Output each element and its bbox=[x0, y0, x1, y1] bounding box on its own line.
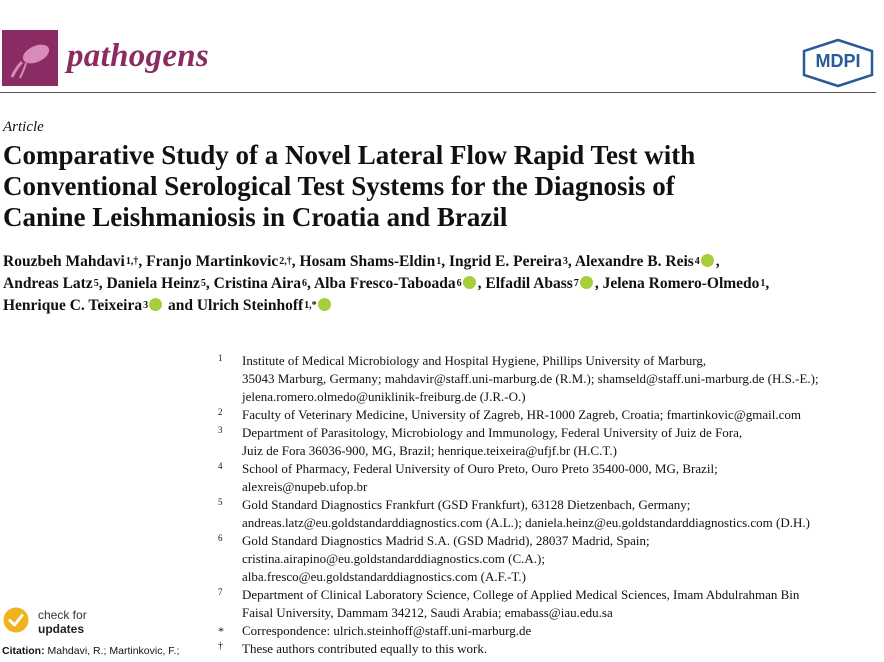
affiliation-line: Faisal University, Dammam 34212, Saudi Arabia; emabass@iau.edu.sa bbox=[242, 605, 613, 620]
affiliation-line: Department of Clinical Laboratory Science, College of Applied Medical Sciences, Imam Abdulrahman Bin bbox=[242, 587, 800, 602]
author-line: Rouzbeh Mahdavi$^{1,\dagger}$, Franjo Martinkovic$^{2,\dagger}$, Hosam Shams-Eldin$^1$, Ingrid E. Pereira$^3$, Alexandre B. Reis$^4$ , bbox=[3, 253, 720, 270]
author-name[interactable]: Andreas Latz bbox=[3, 275, 93, 292]
header-divider bbox=[0, 92, 876, 93]
author-name[interactable]: and Ulrich Steinhoff bbox=[167, 297, 304, 314]
pathogen-icon bbox=[2, 30, 58, 86]
affiliation-line: Department of Parasitology, Microbiology and Immunology, Federal University of Juiz de Fora, bbox=[242, 425, 743, 440]
affiliation-number: 7 bbox=[218, 587, 223, 597]
author-affiliation-ref: 1,† bbox=[125, 256, 139, 267]
author-name[interactable]: Rouzbeh Mahdavi bbox=[3, 253, 125, 270]
author-name[interactable]: Hosam Shams-Eldin bbox=[299, 253, 436, 270]
author-list bbox=[3, 251, 879, 317]
check-for-updates-button[interactable] bbox=[2, 606, 112, 640]
affiliation-line: andreas.latz@eu.goldstandarddiagnostics.com (A.L.); daniela.heinz@eu.goldstandarddiagnostics.com (D.H.) bbox=[242, 515, 810, 530]
orcid-icon[interactable] bbox=[318, 298, 331, 311]
author-name[interactable]: Alexandre B. Reis bbox=[574, 253, 694, 270]
author-affiliation-ref: 6 bbox=[302, 278, 308, 289]
affiliation-number: * bbox=[218, 624, 224, 638]
author-affiliation-ref: 1,* bbox=[304, 300, 317, 311]
author-line bbox=[3, 295, 879, 317]
affiliation-line: 35043 Marburg, Germany; mahdavir@staff.uni-marburg.de (R.M.); shamseld@staff.uni-marburg.de (H.S.-E.); bbox=[242, 371, 819, 386]
author-affiliation-ref: 1 bbox=[760, 278, 766, 289]
affiliation-line: Gold Standard Diagnostics Frankfurt (GSD Frankfurt), 63128 Dietzenbach, Germany; bbox=[242, 497, 691, 512]
affiliation-number: 3 bbox=[218, 425, 223, 435]
author-name[interactable]: Franjo Martinkovic bbox=[146, 253, 279, 270]
affiliation-number: 5 bbox=[218, 497, 223, 507]
journal-name: pathogens bbox=[67, 38, 210, 74]
correspondence-line[interactable]: Correspondence: ulrich.steinhoff@staff.uni-marburg.de bbox=[242, 623, 532, 638]
affiliation-line: Faculty of Veterinary Medicine, University of Zagreb, HR-1000 Zagreb, Croatia; fmartinkovic@gmail.com bbox=[242, 407, 802, 422]
author-affiliation-ref: 3 bbox=[562, 256, 568, 267]
author-name[interactable]: Alba Fresco-Taboada bbox=[313, 275, 456, 292]
author-affiliation-ref: 6 bbox=[456, 278, 462, 289]
author-name[interactable]: Henrique C. Teixeira bbox=[3, 297, 143, 314]
affiliation-number: 4 bbox=[218, 461, 223, 471]
mdpi-logo bbox=[800, 38, 876, 88]
author-affiliation-ref: 1 bbox=[436, 256, 442, 267]
affiliation-number: 6 bbox=[218, 533, 223, 543]
affiliation-number: 2 bbox=[218, 407, 223, 417]
author-affiliation-ref: 7 bbox=[573, 278, 579, 289]
author-name[interactable]: Elfadil Abass bbox=[485, 275, 573, 292]
check-updates-label: check for bbox=[38, 608, 87, 622]
affiliation-line: jelena.romero.olmedo@uniklinik-freiburg.de (J.R.-O.) bbox=[242, 389, 526, 404]
affiliation-line: Gold Standard Diagnostics Madrid S.A. (GSD Madrid), 28037 Madrid, Spain; bbox=[242, 533, 650, 548]
title-line: Canine Leishmaniosis in Croatia and Brazil bbox=[3, 202, 508, 232]
mdpi-label: MDPI bbox=[815, 51, 861, 71]
affiliation-number: 1 bbox=[218, 353, 223, 363]
check-updates-icon bbox=[2, 606, 30, 634]
affiliation-line: alexreis@nupeb.ufop.br bbox=[242, 479, 368, 494]
affiliation-number: † bbox=[218, 641, 223, 652]
article-title bbox=[3, 140, 879, 233]
author-name[interactable]: Cristina Aira bbox=[213, 275, 302, 292]
citation-text: Mahdavi, R.; Martinkovic, F.; bbox=[47, 645, 180, 657]
affiliation-line: Juiz de Fora 36036-900, MG, Brazil; henrique.teixeira@ufjf.br (H.C.T.) bbox=[242, 443, 617, 458]
author-line: Andreas Latz$^5$, Daniela Heinz$^5$, Cristina Aira$^6$, Alba Fresco-Taboada$^6$ , Elfadil Abass$^7$ , Jelena Romero-Olmedo$^1$, bbox=[3, 275, 770, 292]
affiliation-line: alba.fresco@eu.goldstandarddiagnostics.com (A.F.-T.) bbox=[242, 569, 526, 584]
author-affiliation-ref: 4 bbox=[694, 256, 700, 267]
author-name[interactable]: Ingrid E. Pereira bbox=[448, 253, 562, 270]
author-name[interactable]: Jelena Romero-Olmedo bbox=[602, 275, 760, 292]
orcid-icon[interactable] bbox=[149, 298, 162, 311]
title-line: Comparative Study of a Novel Lateral Flow Rapid Test with bbox=[3, 140, 696, 170]
affiliation-line: Institute of Medical Microbiology and Hospital Hygiene, Phillips University of Marburg, bbox=[242, 353, 707, 368]
citation-label: Citation: bbox=[2, 645, 45, 657]
note-line: These authors contributed equally to this work. bbox=[242, 641, 488, 656]
orcid-icon[interactable] bbox=[463, 276, 476, 289]
affiliation-line: School of Pharmacy, Federal University of Ouro Preto, Ouro Preto 35400-000, MG, Brazil; bbox=[242, 461, 718, 476]
author-name[interactable]: Daniela Heinz bbox=[106, 275, 200, 292]
author-affiliation-ref: 5 bbox=[200, 278, 206, 289]
orcid-icon[interactable] bbox=[701, 254, 714, 267]
author-affiliation-ref: 3 bbox=[143, 300, 149, 311]
affiliation-line: cristina.airapino@eu.goldstandarddiagnostics.com (C.A.); bbox=[242, 551, 545, 566]
author-affiliation-ref: 2,† bbox=[279, 256, 292, 267]
article-type: Article bbox=[3, 119, 44, 135]
title-line: Conventional Serological Test Systems for the Diagnosis of bbox=[3, 171, 675, 201]
journal-logo bbox=[2, 30, 58, 86]
orcid-icon[interactable] bbox=[580, 276, 593, 289]
check-updates-label-bold: updates bbox=[38, 622, 85, 636]
author-affiliation-ref: 5 bbox=[93, 278, 99, 289]
citation bbox=[2, 645, 179, 657]
